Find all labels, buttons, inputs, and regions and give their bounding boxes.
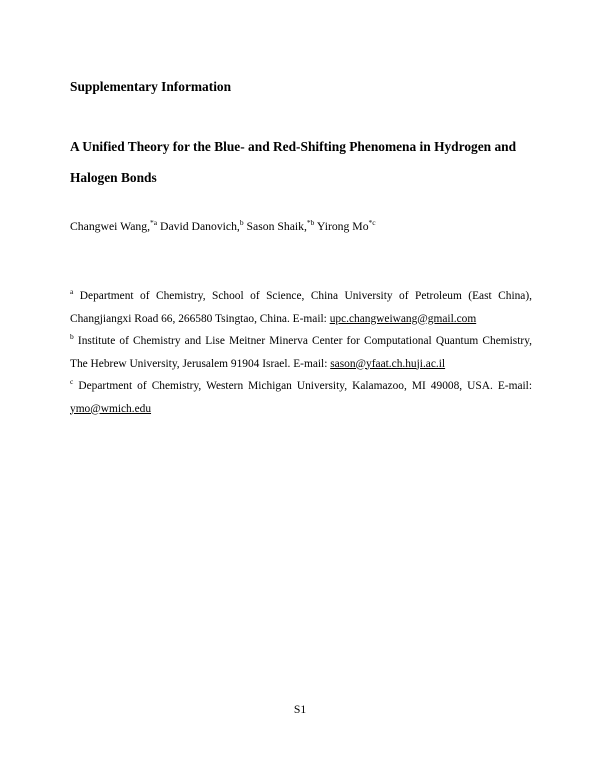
affiliation-text: Department of Chemistry, Western Michigan University, Kalamazoo, MI 49008, USA. E-mail: [73, 380, 532, 392]
affiliation-marker: b [70, 332, 74, 341]
affiliation-marker: c [70, 377, 74, 386]
email-link[interactable]: upc.changweiwang@gmail.com [329, 312, 477, 325]
affiliation-text: Institute of Chemistry and Lise Meitner Minerva Center for Computational Quantum Chemistry, The Hebrew University, Jerusalem 91904 Israel. E-mail: [70, 335, 532, 370]
affiliations [70, 285, 532, 420]
author-affiliation-marker: *a [150, 218, 158, 227]
paper-title: A Unified Theory for the Blue- and Red-Shifting Phenomena in Hydrogen and Halogen Bonds [70, 139, 517, 185]
author-affiliation-marker: *b [306, 218, 315, 227]
affiliation-a [70, 285, 532, 330]
email-link[interactable]: ymo@wmich.edu [70, 402, 152, 415]
author-affiliation-marker: *c [368, 218, 376, 227]
section-heading: Supplementary Information [70, 79, 232, 94]
affiliation-text: Department of Chemistry, School of Science, China University of Petroleum (East China), Changjiangxi Road 66, 266580 Tsingtao, China. E-mail: [70, 290, 532, 325]
affiliation-b [70, 330, 532, 375]
affiliation-c [70, 375, 532, 420]
affiliation-marker: a [70, 287, 74, 296]
author-name: Changwei Wang, [70, 220, 150, 233]
author-affiliation-marker: b [239, 218, 244, 227]
email-link[interactable]: sason@yfaat.ch.huji.ac.il [330, 357, 446, 370]
author-name: David Danovich, [157, 220, 240, 233]
author-list [70, 219, 532, 234]
page-number: S1 [293, 703, 307, 716]
author-name: Sason Shaik, [243, 220, 307, 233]
author-name: Yirong Mo [314, 220, 369, 233]
